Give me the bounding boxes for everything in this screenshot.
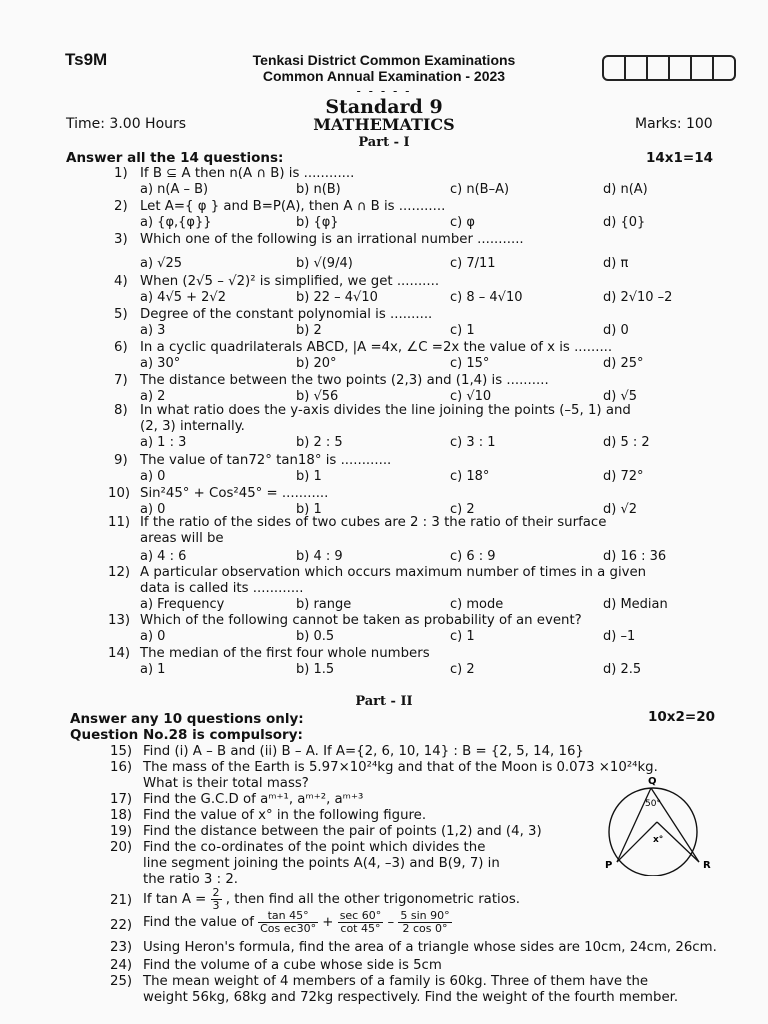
answer-option: c) mode (450, 597, 504, 612)
part2-instruction: Answer any 10 questions only: (70, 711, 304, 727)
question-number: 18) (110, 808, 133, 823)
answer-option: b) 22 – 4√10 (296, 290, 378, 305)
line-p-center (617, 822, 657, 862)
question-text: The mean weight of 4 members of a family is 60kg. Three of them have the (143, 974, 649, 989)
marks-label: Marks: 100 (635, 116, 713, 132)
answer-option: a) 0 (140, 469, 166, 484)
question-number: 9) (114, 453, 128, 468)
question-number: 14) (108, 646, 131, 661)
question-text-continued: data is called its ............ (140, 581, 304, 596)
answer-option: a) {φ,{φ}} (140, 215, 212, 230)
question-text-with-fractions: Find the value of $\frac{\tan 45^\circ}{\text{Cos ec30°}}$ + $\frac{\sec 60^\circ}{\cot 45^\circ}$ – $\frac{5 \sin 90^\circ}{2 \cos 0^\circ}$ (143, 909, 450, 935)
answer-option: a) Frequency (140, 597, 225, 612)
answer-option: a) 4 : 6 (140, 549, 187, 564)
question-text-with-fraction (143, 887, 520, 911)
fraction-denominator: Cos ec30° (260, 921, 317, 935)
answer-option: d) –1 (603, 629, 636, 644)
answer-option: d) 2√10 –2 (603, 290, 673, 305)
question-text: Find the G.C.D of aᵐ⁺¹, aᵐ⁺², aᵐ⁺³ (143, 792, 364, 807)
question-text: The value of tan72° tan18° is ............ (140, 453, 392, 468)
answer-option: c) 2 (450, 662, 475, 677)
question-number: 2) (114, 199, 128, 214)
answer-option: d) π (603, 256, 629, 271)
answer-option: d) √5 (603, 389, 638, 404)
answer-option: c) 18° (450, 469, 490, 484)
answer-option: c) 15° (450, 356, 490, 371)
answer-option: b) 1 (296, 469, 322, 484)
question-text: Which one of the following is an irrational number ........... (140, 232, 524, 247)
question-text: A particular observation which occurs maximum number of times in a given (140, 565, 647, 580)
question-text: Let A={ φ } and B=P(A), then A ∩ B is ........... (140, 199, 446, 214)
question-text: If B ⊆ A then n(A ∩ B) is ............ (140, 166, 355, 181)
fraction-numerator: tan 45° (258, 910, 318, 923)
answer-option: d) n(A) (603, 182, 648, 197)
answer-option: c) √10 (450, 389, 492, 404)
part1-marks: 14x1=14 (646, 150, 713, 166)
answer-option: d) 5 : 2 (603, 435, 650, 450)
answer-option: c) 6 : 9 (450, 549, 496, 564)
question-text: The mass of the Earth is 5.97×10²⁴kg and that of the Moon is 0.073 ×10²⁴kg. (143, 760, 658, 775)
question-text: Find the volume of a cube whose side is 5cm (143, 958, 442, 973)
answer-option: d) 72° (603, 469, 644, 484)
question-number: 16) (110, 760, 133, 775)
question-number: 17) (110, 792, 133, 807)
fraction-numerator: 5 sin 90° (400, 909, 450, 922)
answer-option: c) 3 : 1 (450, 435, 496, 450)
answer-option: a) 4√5 + 2√2 (140, 290, 226, 305)
question-number: 11) (108, 515, 131, 530)
answer-option: d) 16 : 36 (603, 549, 667, 564)
answer-option: b) 2 : 5 (296, 435, 343, 450)
question-number: 24) (110, 958, 133, 973)
question-number: 21) (110, 893, 133, 908)
question-number: 10) (108, 486, 131, 501)
question-text: If the ratio of the sides of two cubes are 2 : 3 the ratio of their surface (140, 515, 607, 530)
fraction (258, 910, 318, 934)
subject-heading: MATHEMATICS (313, 115, 455, 134)
question-text-continued: line segment joining the points A(4, –3) and B(9, 7) in (143, 856, 500, 871)
answer-option: a) 30° (140, 356, 181, 371)
answer-option: a) 0 (140, 629, 166, 644)
angle-q-label: 50° (645, 799, 661, 809)
answer-option: b) 1 (296, 502, 322, 517)
answer-option: a) 3 (140, 323, 166, 338)
answer-option: c) φ (450, 215, 475, 230)
part1-title: Part - I (358, 135, 410, 150)
question-text-continued: areas will be (140, 531, 224, 546)
question-text: In a cyclic quadrilaterals ABCD, |A =4x, ∠C =2x the value of x is ......... (140, 340, 613, 355)
question-text: The distance between the two points (2,3) and (1,4) is .......... (140, 373, 549, 388)
question-number: 7) (114, 373, 128, 388)
question-text: Sin²45° + Cos²45° = ........... (140, 486, 329, 501)
question-text-continued: the ratio 3 : 2. (143, 872, 239, 887)
answer-option: b) n(B) (296, 182, 341, 197)
question-number: 19) (110, 824, 133, 839)
part2-marks: 10x2=20 (648, 709, 715, 725)
answer-option: b) 0.5 (296, 629, 335, 644)
answer-option: a) 1 : 3 (140, 435, 187, 450)
question-text-continued: weight 56kg, 68kg and 72kg respectively. Find the weight of the fourth member. (143, 990, 679, 1005)
question-number: 13) (108, 613, 131, 628)
question-number: 22) (110, 918, 133, 933)
answer-option: a) 1 (140, 662, 166, 677)
question-number: 6) (114, 340, 128, 355)
fraction-numerator: 2 (212, 886, 220, 899)
question-text: In what ratio does the y-axis divides the line joining the points (–5, 1) and (140, 403, 631, 418)
fraction-denominator: cot 45° (340, 921, 381, 935)
answer-option: d) {0} (603, 215, 646, 230)
angle-x-label: x° (653, 835, 664, 845)
exam-board-title: Tenkasi District Common Examinations (252, 52, 516, 68)
question-text: Degree of the constant polynomial is .......... (140, 307, 433, 322)
question-number: 1) (114, 166, 128, 181)
fraction-denominator: 2 cos 0° (402, 921, 448, 935)
question-number: 8) (114, 403, 128, 418)
question-text: Find the distance between the pair of points (1,2) and (4, 3) (143, 824, 542, 839)
question-number: 12) (108, 565, 131, 580)
question-number: 3) (114, 232, 128, 247)
answer-option: b) {φ} (296, 215, 339, 230)
label-r: R (703, 860, 711, 871)
question-text: When (2√5 – √2)² is simplified, we get .......... (140, 274, 440, 289)
separator-dashes: - - - - - (356, 84, 412, 98)
answer-option: b) 20° (296, 356, 337, 371)
fraction (211, 887, 222, 911)
answer-option: c) 7/11 (450, 256, 496, 271)
answer-option: d) Median (603, 597, 668, 612)
exam-title: Common Annual Examination - 2023 (262, 68, 506, 84)
question-text: Which of the following cannot be taken as probability of an event? (140, 613, 582, 628)
answer-option: c) 8 – 4√10 (450, 290, 523, 305)
answer-option: c) 1 (450, 629, 475, 644)
fraction-numerator: sec 60° (339, 909, 382, 922)
question-text: Find the co-ordinates of the point which divides the (143, 840, 486, 855)
question-text: The median of the first four whole numbers (140, 646, 430, 661)
fraction (338, 910, 384, 934)
label-p: P (605, 860, 613, 871)
fraction-denominator: 3 (212, 898, 220, 912)
answer-option: b) 2 (296, 323, 322, 338)
answer-option: b) √56 (296, 389, 339, 404)
answer-option: b) 1.5 (296, 662, 335, 677)
answer-option: d) 25° (603, 356, 644, 371)
answer-option: a) 2 (140, 389, 166, 404)
question-number: 15) (110, 744, 133, 759)
answer-option: b) 4 : 9 (296, 549, 343, 564)
answer-option: a) n(A – B) (140, 182, 209, 197)
question-number: 23) (110, 940, 133, 955)
answer-option: a) 0 (140, 502, 166, 517)
answer-option: c) 1 (450, 323, 475, 338)
answer-option: d) 0 (603, 323, 629, 338)
part2-title: Part - II (355, 694, 413, 709)
register-number-boxes (602, 55, 736, 81)
standard-heading: Standard 9 (325, 96, 443, 118)
question-number: 25) (110, 974, 133, 989)
question-number: 4) (114, 274, 128, 289)
question-text-continued: (2, 3) internally. (140, 419, 245, 434)
question-lead-text: Find the value of (143, 915, 254, 931)
time-label: Time: 3.00 Hours (66, 116, 187, 132)
answer-option: c) 2 (450, 502, 475, 517)
answer-option: d) 2.5 (603, 662, 642, 677)
answer-option: d) √2 (603, 502, 638, 517)
answer-option: a) √25 (140, 256, 182, 271)
question-number: 20) (110, 840, 133, 855)
part2-compulsory-note: Question No.28 is compulsory: (70, 727, 303, 743)
label-q: Q (648, 776, 657, 787)
question-number: 5) (114, 307, 128, 322)
question-text: Find (i) A – B and (ii) B – A. If A={2, 6, 10, 14} : B = {2, 5, 14, 16} (143, 744, 584, 759)
question-text: Find the value of x° in the following figure. (143, 808, 427, 823)
question-lead-text: If tan A = (143, 892, 207, 908)
question-text: Using Heron's formula, find the area of a triangle whose sides are 10cm, 24cm, 26cm. (143, 940, 717, 955)
answer-option: c) n(B–A) (450, 182, 510, 197)
circle-figure (595, 776, 735, 876)
answer-option: b) range (296, 597, 352, 612)
answer-option: b) √(9/4) (296, 256, 353, 271)
fraction (398, 910, 451, 934)
part1-instruction: Answer all the 14 questions: (66, 150, 284, 166)
question-text-continued: What is their total mass? (143, 776, 309, 791)
question-tail-text: , then find all the other trigonometric ratios. (225, 892, 521, 908)
paper-code: Ts9M (65, 50, 108, 69)
